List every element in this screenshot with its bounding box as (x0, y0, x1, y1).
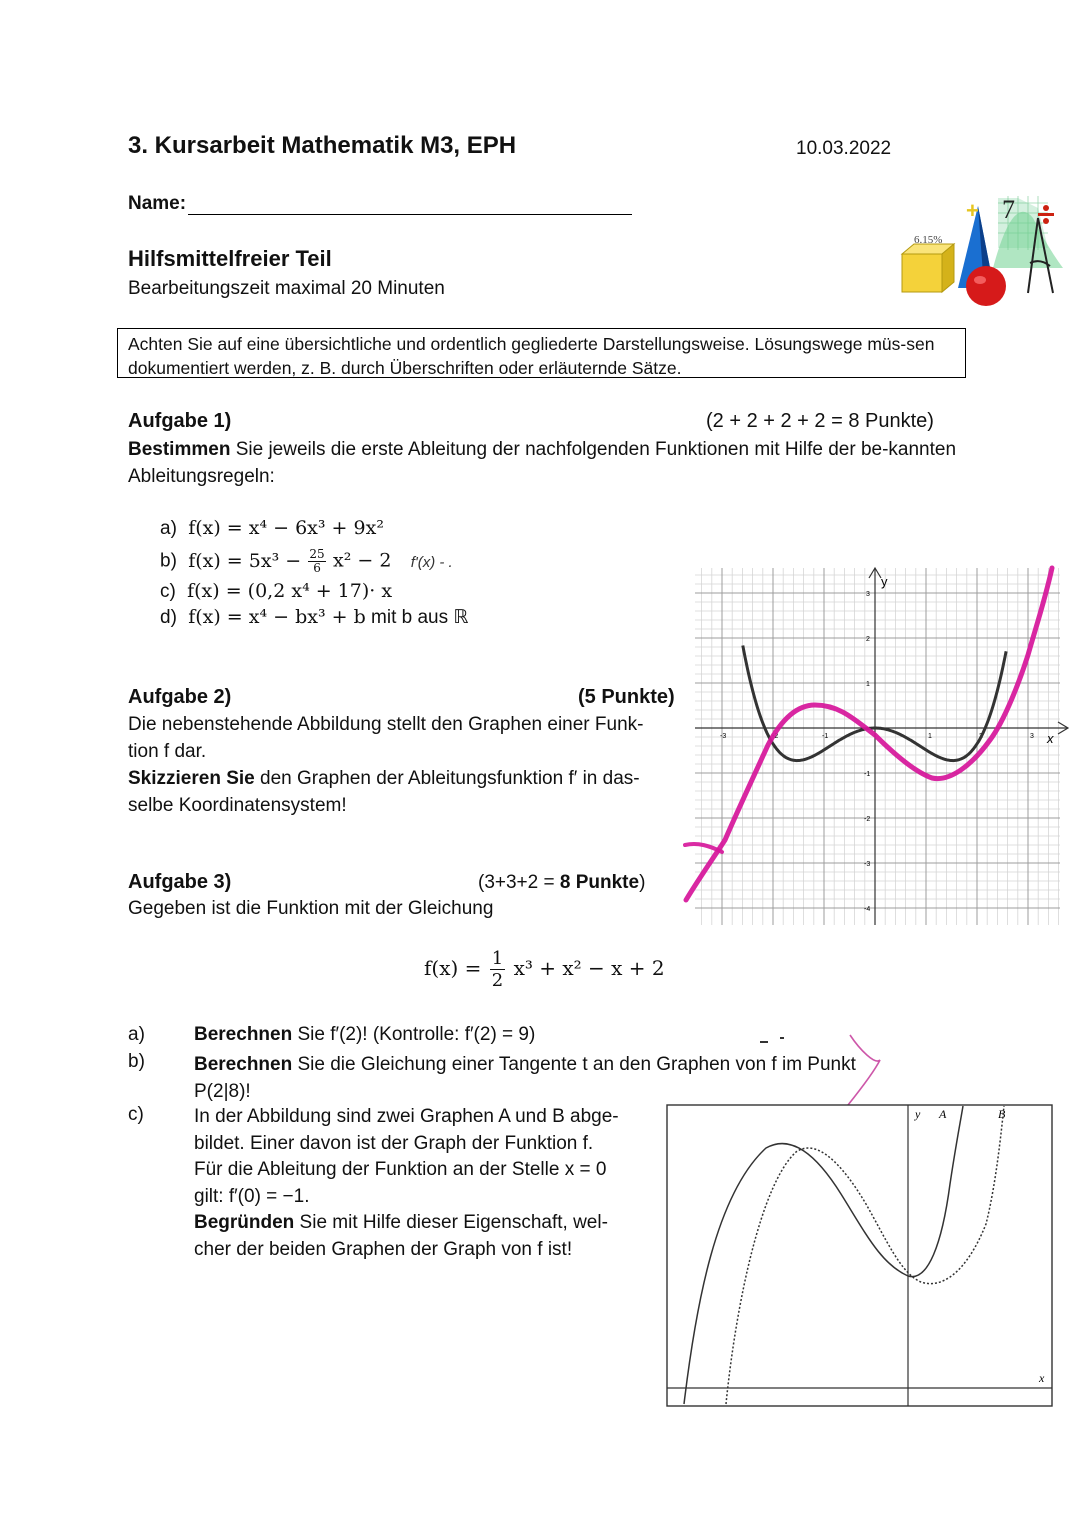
c-line: Für die Ableitung der Funktion an der Stelle x = 0 (194, 1159, 607, 1180)
y-axis-label: y (915, 1107, 921, 1121)
notice-box: Achten Sie auf eine übersichtliche und ordentlich gegliederte Darstellungsweise. Lösungswege müs-sen dokumentiert werden, z. B. durch Überschriften oder erläuternde Sätze. (117, 328, 966, 378)
graph-frame (667, 1105, 1052, 1406)
task1-text: Sie jeweils die erste Ableitung der nachfolgenden Funktionen mit Hilfe der be-kannten Ableitungsregeln: (128, 439, 957, 487)
task1-item-c (160, 580, 392, 603)
y-tick: -4 (864, 906, 871, 913)
eq-lhs: f(x) = (424, 956, 482, 980)
task3-points (478, 872, 645, 894)
item-formula: f(x) = 5x³ − (188, 549, 302, 572)
task2-line2: tion f dar. (128, 741, 207, 762)
curve-b-label: B (998, 1107, 1006, 1121)
name-label: Name: (128, 193, 187, 214)
x-axis-label: x (1047, 731, 1054, 746)
logo-seven: 7 (1002, 195, 1015, 224)
task1-item-a (160, 517, 384, 540)
item-formula: f(x) = (0,2 x⁴ + 17)· x (187, 580, 393, 602)
task2-line1: Die nebenstehende Abbildung stellt den Graphen einer Funk- (128, 714, 644, 735)
task1-points: (2 + 2 + 2 + 2 = 8 Punkte) (706, 410, 934, 432)
item-label: a) (160, 518, 177, 539)
page-title: 3. Kursarbeit Mathematik M3, EPH (128, 132, 517, 159)
b-verb: Berechnen (194, 1054, 293, 1075)
task2-verb: Skizzieren Sie (128, 768, 255, 789)
eq-frac-num: 1 (491, 948, 504, 969)
x-tick: -3 (720, 733, 727, 740)
task3-graph (666, 1104, 1054, 1408)
a-text: Sie f′(2)! (Kontrolle: f′(2) = 9) (292, 1024, 536, 1045)
y-axis-label: y (881, 574, 888, 589)
task3-a (194, 1024, 535, 1046)
task3-b-label: b) (128, 1051, 145, 1072)
task1-instruction (128, 436, 958, 490)
b-text: Sie die Gleichung einer Tangente t an den Graphen von f im Punkt (292, 1054, 856, 1075)
task2-line3: den Graphen der Ableitungsfunktion f′ in das- (254, 768, 640, 789)
x-tick: -1 (822, 733, 829, 740)
x-tick: -2 (772, 733, 779, 740)
task2-line3-wrap (128, 765, 678, 792)
eq-frac-den: 2 (491, 970, 504, 991)
item-label: c) (160, 581, 176, 602)
points-bold: 8 Punkte (559, 872, 640, 893)
frac-num: 25 (309, 547, 325, 561)
task2-title: Aufgabe 2) (128, 686, 232, 708)
b-text2: P(2|8)! (194, 1081, 251, 1102)
task3-title: Aufgabe 3) (128, 871, 232, 893)
x-tick: 3 (1030, 733, 1034, 740)
task2-graph (680, 560, 1075, 930)
task1-verb: Bestimmen (128, 439, 231, 460)
time-limit: Bearbeitungszeit maximal 20 Minuten (128, 278, 445, 299)
math-logo (898, 188, 1066, 313)
logo-percent: 6.15% (914, 234, 943, 246)
plus-icon: + (966, 198, 979, 223)
section-title: Hilfsmittelfreier Teil (128, 246, 332, 271)
a-verb: Berechnen (194, 1024, 293, 1045)
task3-intro: Gegeben ist die Funktion mit der Gleichung (128, 898, 494, 919)
y-tick: -3 (864, 861, 871, 868)
item-formula: f(x) = x⁴ − 6x³ + 9x² (188, 517, 384, 539)
y-tick: -2 (864, 816, 871, 823)
exam-date: 10.03.2022 (796, 138, 892, 159)
c-line: bildet. Einer davon ist der Graph der Funktion f. (194, 1132, 594, 1154)
x-axis-label: x (1039, 1371, 1045, 1385)
y-tick: -1 (864, 771, 871, 778)
item-label: b) (160, 550, 177, 572)
y-tick: 1 (866, 681, 870, 688)
y-tick: 3 (866, 591, 870, 598)
item-formula: f(x) = x⁴ − bx³ + b (188, 606, 366, 628)
name-field[interactable] (188, 214, 632, 215)
task2-text (128, 711, 678, 819)
task1-item-d (160, 606, 468, 629)
item-label: d) (160, 607, 177, 628)
task2-line4: selbe Koordinatensystem! (128, 795, 347, 816)
task3-a-label: a) (128, 1024, 145, 1045)
eq-rhs: x³ + x² − x + 2 (513, 956, 665, 980)
c-line: In der Abbildung sind zwei Graphen A und B abge- (194, 1106, 619, 1127)
curve-a-label: A (939, 1107, 947, 1121)
item-suffix: mit b aus ℝ (365, 607, 469, 628)
task2-points: (5 Punkte) (578, 686, 675, 708)
item-formula-rest: x² − 2 (332, 549, 392, 572)
task1-item-b (160, 548, 453, 575)
y-tick: 2 (866, 636, 870, 643)
task3-equation (424, 948, 665, 991)
x-tick: 2 (979, 733, 983, 740)
c-verb: Begründen (194, 1212, 295, 1233)
task3-c-label: c) (128, 1104, 144, 1125)
task3-c (194, 1104, 654, 1263)
points-post: ) (639, 872, 646, 893)
points-pre: (3+3+2 = (478, 872, 560, 893)
x-tick: 1 (928, 733, 932, 740)
task1-title: Aufgabe 1) (128, 410, 232, 432)
c-line: gilt: f′(0) = −1. (194, 1185, 310, 1207)
handwriting-note: f'(x) - . (410, 553, 453, 571)
frac-den: 6 (313, 561, 321, 575)
c-text: Sie mit Hilfe dieser Eigenschaft, wel- (294, 1212, 608, 1233)
c-text2: cher der beiden Graphen der Graph von f ist! (194, 1238, 573, 1260)
